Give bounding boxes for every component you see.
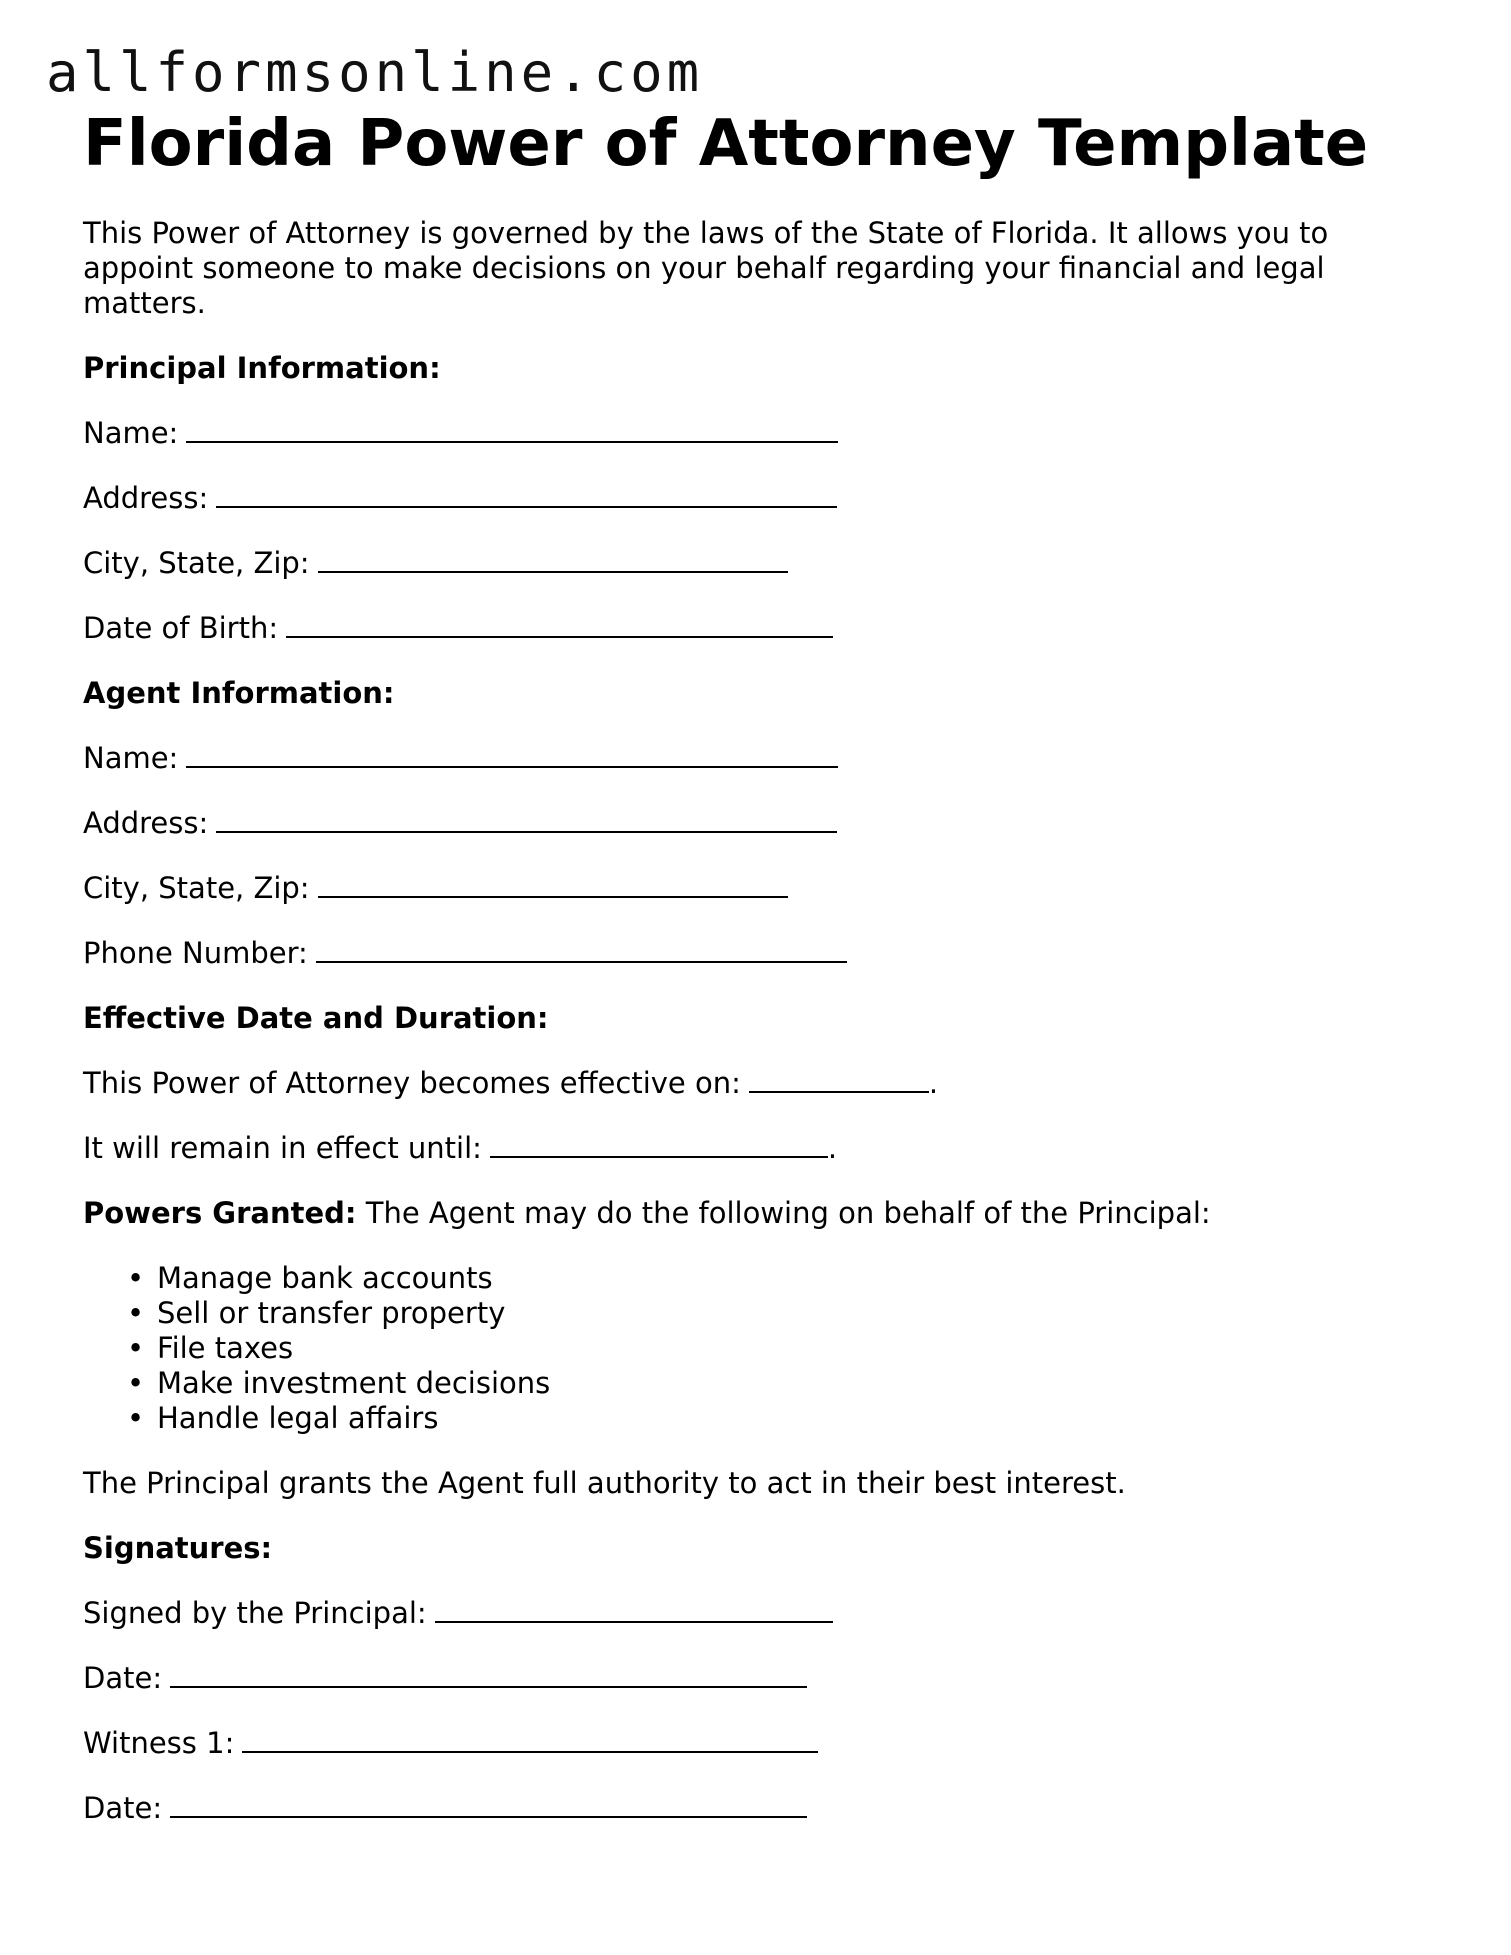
effective-heading: Effective Date and Duration:	[83, 1001, 549, 1035]
document-page	[83, 108, 1373, 1826]
powers-heading: Powers Granted:	[83, 1196, 357, 1230]
effective-date-field	[83, 1066, 1373, 1101]
agent-name-label: Name:	[83, 741, 179, 775]
signature-date-field-2	[83, 1791, 1373, 1826]
powers-paragraph	[83, 1196, 1373, 1231]
principal-city-field	[83, 546, 1373, 581]
signature-date-field-1	[83, 1661, 1373, 1696]
witness-label: Witness 1:	[83, 1726, 235, 1760]
grant-statement: The Principal grants the Agent full authority to act in their best interest.	[83, 1466, 1126, 1500]
witness-field	[83, 1726, 1373, 1761]
powers-list	[83, 1261, 1373, 1436]
effective-date-blank[interactable]	[749, 1067, 929, 1093]
watermark: allformsonline.com	[46, 41, 704, 104]
effective-until-field	[83, 1131, 1373, 1166]
signature-date-blank-1[interactable]	[170, 1662, 807, 1688]
principal-name-blank[interactable]	[186, 417, 838, 443]
effective-until-period: .	[827, 1131, 838, 1165]
principal-dob-blank[interactable]	[286, 612, 833, 638]
principal-heading: Principal Information:	[83, 351, 441, 385]
principal-signature-field	[83, 1596, 1373, 1631]
principal-dob-field	[83, 611, 1373, 646]
list-item: • Handle legal affairs	[127, 1401, 439, 1435]
agent-phone-blank[interactable]	[316, 937, 847, 963]
principal-address-field	[83, 481, 1373, 516]
witness-blank[interactable]	[242, 1727, 818, 1753]
agent-name-field	[83, 741, 1373, 776]
signature-date-label-2: Date:	[83, 1791, 163, 1825]
signature-date-label-1: Date:	[83, 1661, 163, 1695]
agent-city-label: City, State, Zip:	[83, 871, 310, 905]
list-item: • Manage bank accounts	[127, 1261, 493, 1295]
principal-address-blank[interactable]	[216, 482, 837, 508]
agent-city-blank[interactable]	[318, 872, 788, 898]
signature-date-blank-2[interactable]	[170, 1792, 807, 1818]
principal-name-label: Name:	[83, 416, 179, 450]
effective-until-label: It will remain in effect until:	[83, 1131, 482, 1165]
list-item: • File taxes	[127, 1331, 294, 1365]
bullet-icon: •	[127, 1366, 145, 1400]
list-item: • Make investment decisions	[127, 1366, 551, 1400]
agent-name-blank[interactable]	[186, 742, 838, 768]
signatures-heading: Signatures:	[83, 1531, 273, 1565]
effective-date-period: .	[928, 1066, 939, 1100]
bullet-icon: •	[127, 1331, 145, 1365]
intro-paragraph: This Power of Attorney is governed by the laws of the State of Florida. It allows you to appoint someone to make decisions on your behalf regarding your financial and legal matters.	[83, 216, 1329, 320]
bullet-icon: •	[127, 1401, 145, 1435]
principal-dob-label: Date of Birth:	[83, 611, 279, 645]
effective-until-blank[interactable]	[490, 1132, 828, 1158]
agent-city-field	[83, 871, 1373, 906]
bullet-icon: •	[127, 1296, 145, 1330]
effective-date-label: This Power of Attorney becomes effective on:	[83, 1066, 741, 1100]
principal-city-blank[interactable]	[318, 547, 788, 573]
principal-name-field	[83, 416, 1373, 451]
list-item: • Sell or transfer property	[127, 1296, 506, 1330]
agent-phone-label: Phone Number:	[83, 936, 308, 970]
agent-address-blank[interactable]	[216, 807, 837, 833]
agent-heading: Agent Information:	[83, 676, 395, 710]
page-title: Florida Power of Attorney Template	[83, 107, 1369, 181]
agent-address-label: Address:	[83, 806, 209, 840]
principal-address-label: Address:	[83, 481, 209, 515]
bullet-icon: •	[127, 1261, 145, 1295]
agent-address-field	[83, 806, 1373, 841]
powers-intro: The Agent may do the following on behalf of the Principal:	[365, 1196, 1211, 1230]
principal-signature-label: Signed by the Principal:	[83, 1596, 427, 1630]
principal-city-label: City, State, Zip:	[83, 546, 310, 580]
principal-signature-blank[interactable]	[435, 1597, 833, 1623]
agent-phone-field	[83, 936, 1373, 971]
